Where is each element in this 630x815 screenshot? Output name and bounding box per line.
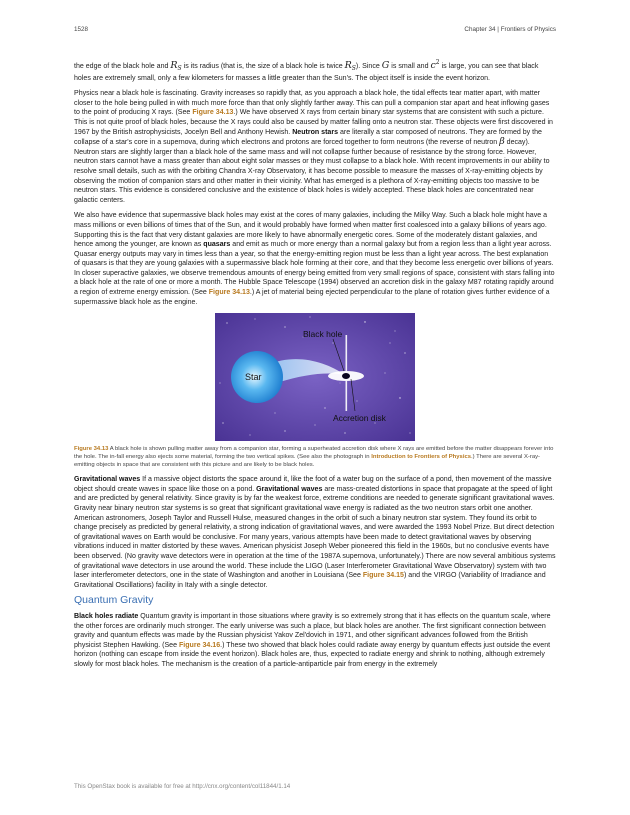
symbol-g: G (381, 60, 390, 71)
text: the edge of the black hole and (74, 63, 171, 70)
text: .) We have observed X rays from certain binary star systems that are consistent with such a picture. This is not quite proof of black holes, because the X rays could also be caused by matter falling onto a neutron star. These objects were first discovered in 1967 by the British astrophysicists, Jocelyn Bell and Anthony Hewish. (74, 109, 553, 136)
figure-link[interactable]: Figure 34.16 (178, 641, 221, 649)
text: A black hole is shown pulling matter away from a companion star, forming a superheated accretion disk where X rays are emitted before the matter disappears forever into the hole. The in-fall energy also ejects some material, forming the two vertical spikes. (See also the photograph in (74, 446, 554, 461)
label-star: Star (245, 372, 262, 383)
text: ) and the VIRGO (Variability of Irradiance and Gravitational Oscillations) facility in Italy with a single detector. (74, 572, 546, 589)
superscript-2: 2 (435, 59, 440, 66)
label-accretion-disk: Accretion disk (333, 413, 386, 424)
text: ). Since (355, 63, 382, 70)
symbol-c: c (430, 60, 436, 71)
figure-link[interactable]: Figure 34.13 (208, 289, 250, 297)
chapter-header: Chapter 34 | Frontiers of Physics (464, 26, 556, 33)
figure-link[interactable]: Figure 34.15 (362, 572, 404, 580)
term-gravitational-waves: Gravitational waves (256, 485, 323, 493)
figure-caption (74, 445, 556, 469)
black-hole-core (342, 373, 350, 379)
text: Physics near a black hole is fascinating. Gravity increases so rapidly that, as you approach a black hole, the tidal effects tear matter apart, with matter closer to the hole being pulled in with much more force than that only slightly farther away. This can pull a companion star apart and heat inflowing gases to the point of producing X rays. (See (74, 90, 550, 117)
symbol-beta: β (499, 136, 505, 148)
text: is small and (389, 63, 431, 70)
paragraph-physics-near-black-hole (74, 89, 556, 205)
symbol-r: R (170, 60, 178, 71)
text: and emit as much or more energy than a normal galaxy but from a region less than a light year across. Quasar energy outputs may vary in times less than a year, so that the energy-emitting region must be less than a light year across. The best explanation of quasars is that they are young galaxies with a supermassive black hole forming at their core, and that they become less energetic over billions of years. In closer superactive galaxies, we observe tremendous amounts of energy being emitted from very small regions of space, consistent with stars falling into a black hole at the rate of one or more a month. The Hubble Space Telescope (1994) observed an accretion disk in the galaxy M87 rotating rapidly around a region of extreme energy emission. (See (74, 241, 555, 297)
paragraph-supermassive (74, 211, 556, 307)
symbol-r: R (344, 60, 352, 71)
term-quasars: quasars (203, 241, 231, 249)
paragraph-black-holes-radiate (74, 612, 556, 670)
text: decay). Neutron stars are slightly larger than a black hole of the same mass and will not collapse further because of resistance by the strong force. However, neutron stars cannot have a mass greater than about eight solar masses or they must collapse to a black hole. With recent improvements in our ability to resolve small details, such as with the orbiting Chandra X-ray Observatory, it has become possible to measure the masses of X-ray-emitting objects by observing the motion of companion stars and other matter in their vicinity. What has emerged is a plethora of X-ray-emitting objects too massive to be neutron stars. This evidence is considered conclusive and the existence of black holes is widely accepted. These black holes are concentrated near galactic centers. (74, 139, 550, 204)
label-black-hole: Black hole (303, 329, 343, 340)
figure-link[interactable]: Figure 34.13 (192, 109, 234, 117)
text: .) There are several X-ray-emitting objects in space that are consistent with this picture and are likely to be black holes. (74, 454, 540, 469)
jet-down (346, 381, 348, 411)
text: are mass-created distortions in space that propagate at the speed of light and are predicted by general relativity. Since gravity is by far the weakest force, extreme conditions are needed to generate significant gravitational waves. Gravity near binary neutron star systems is so great that significant gravitational wave energy is radiated as the two neutron stars orbit one another. American astronomers, Joseph Taylor and Russell Hulse, measured changes in the orbit of such a binary neutron star system. They found its orbit to change precisely as predicted by general relativity, a strong indication of gravitational waves, and were awarded the 1993 Nobel Prize. But direct detection of gravitational waves on Earth would be conclusive. For many years, various attempts have been made to detect gravitational waves by observing vibrations induced in matter distorted by these waves. American physicist Joseph Weber pioneered this field in the 1960s, but no conclusive events have been observed. (No gravity wave detectors were in operation at the time of the 1987A supernova, unfortunately.) There are now several ambitious systems of gravitational wave detectors in use around the world. These include the LIGO (Laser Interferometer Gravitational Wave Observatory) system with two laser interferometer detectors, one in the state of Washington and another in Louisiana (See (74, 485, 556, 580)
paragraph-event-horizon (74, 58, 556, 83)
footer: This OpenStax book is available for free at http://cnx.org/content/col11844/1.14 (74, 783, 291, 790)
text: is large, you can see that black holes are extremely small, only a few kilometers for masses a little greater than the Sun's. The object itself is inside the event horizon. (74, 63, 539, 82)
text: Quantum gravity is important in those situations where gravity is so extremely strong that it has effects on the quantum scale, where the other forces are ordinarily much stronger. The early universe was such a place, but black holes are another. The first significant connection between gravity and quantum effects was made by the Russian physicist Yakov Zel'dovich in 1971, and other significant advances followed from the British physicist Stephen Hawking. (See (74, 612, 551, 649)
caption-label: Figure 34.13 (74, 446, 109, 453)
term-black-holes-radiate: Black holes radiate (74, 612, 139, 620)
term-neutron-stars: Neutron stars (292, 128, 339, 136)
paragraph-gravitational-waves (74, 475, 556, 590)
text: .) These two showed that black holes could radiate away energy by quantum effects just outside the event horizon (nothing can escape from inside the event horizon). Black holes are, thus, expected to radiate energy and shrink to nothing, although extremely slowly for most black holes. The mechanism is the creation of a particle-antiparticle pair from energy in the extremely (74, 641, 551, 668)
text: are literally a star composed of neutrons. They are formed by the collapse of a star's core in a supernova, during which electrons and protons are forced together to form neutrons (the reverse of neutron (74, 128, 542, 147)
intro-link[interactable]: Introduction to Frontiers of Physics (371, 454, 472, 461)
term-gravitational-waves: Gravitational waves (74, 476, 141, 484)
black-hole-figure (215, 313, 415, 441)
subscript-s: S (177, 65, 182, 72)
section-title: Quantum Gravity (74, 594, 154, 607)
text: We also have evidence that supermassive black holes may exist at the cores of many galaxies, including the Milky Way. Such a black hole might have a mass millions or even billions of times that of the Sun, and it would probably have formed when matter first coalesced into a galaxy billions of years ago. Supporting this is the fact that very distant galaxies are more likely to have abnormally energetic cores. Some of the moderately distant galaxies, and hence among the younger, are known as (74, 212, 548, 249)
text: If a massive object distorts the space around it, like the foot of a water bug on the surface of a pond, then movement of the massive object should create waves in space like those on a pond. (74, 476, 552, 493)
subscript-s: S (351, 65, 356, 72)
page-content (74, 58, 556, 676)
text: is its radius (that is, the size of a black hole is twice (181, 63, 345, 70)
jet-up (346, 335, 348, 371)
text: .) A jet of material being ejected perpendicular to the plane of rotation gives further evidence of a supermassive black hole as the engine. (74, 289, 550, 306)
page-number: 1528 (74, 26, 89, 33)
